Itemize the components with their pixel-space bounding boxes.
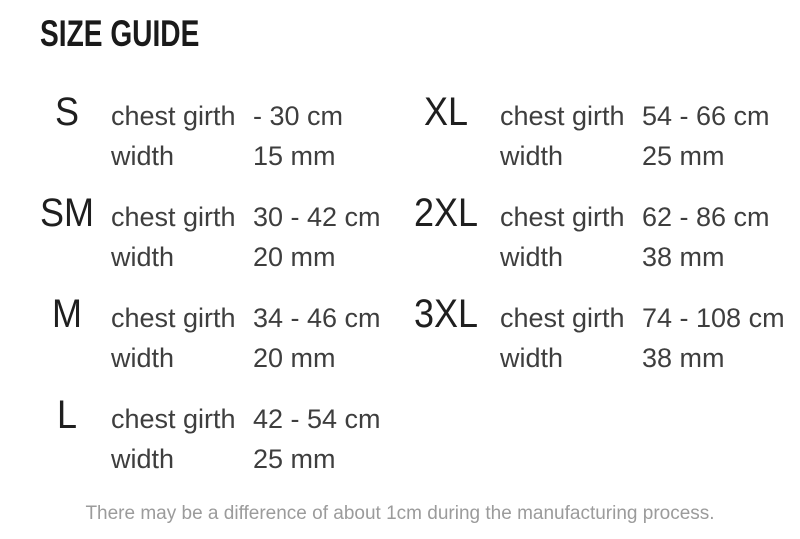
width-label: width [111, 343, 175, 373]
chest-girth-value: 30 - 42 cm [253, 202, 381, 232]
chest-girth-value: 54 - 66 cm [642, 101, 770, 131]
chest-girth-label: chest girth [111, 404, 236, 434]
size-guide-title: SIZE GUIDE [40, 13, 200, 54]
width-label: width [500, 343, 564, 373]
size-row-sm [0, 193, 400, 277]
width-value: 25 mm [642, 141, 725, 171]
size-label: L [56, 393, 78, 437]
size-column-left [0, 92, 400, 496]
footer-note: There may be a difference of about 1cm during the manufacturing process. [85, 503, 715, 524]
width-label: width [500, 141, 564, 171]
size-label: XL [423, 90, 469, 134]
size-label: S [54, 90, 80, 134]
chest-girth-value: 34 - 46 cm [253, 303, 381, 333]
chest-girth-value: 42 - 54 cm [253, 404, 381, 434]
size-table [0, 92, 800, 496]
size-label: SM [40, 191, 94, 235]
size-row-l [0, 395, 400, 479]
chest-girth-label: chest girth [111, 101, 236, 131]
width-label: width [111, 242, 175, 272]
width-label: width [111, 141, 175, 171]
chest-girth-value: - 30 cm [253, 101, 344, 131]
chest-girth-label: chest girth [500, 202, 625, 232]
width-value: 25 mm [253, 444, 336, 474]
size-label: 3XL [413, 292, 479, 336]
width-value: 15 mm [253, 141, 336, 171]
chest-girth-label: chest girth [111, 202, 236, 232]
chest-girth-value: 62 - 86 cm [642, 202, 770, 232]
width-value: 38 mm [642, 343, 725, 373]
width-label: width [500, 242, 564, 272]
size-row-2xl [400, 193, 800, 277]
width-label: width [111, 444, 175, 474]
chest-girth-label: chest girth [500, 303, 625, 333]
width-value: 38 mm [642, 242, 725, 272]
size-label: M [51, 292, 82, 336]
size-label: 2XL [413, 191, 479, 235]
chest-girth-value: 74 - 108 cm [642, 303, 785, 333]
chest-girth-label: chest girth [111, 303, 236, 333]
chest-girth-label: chest girth [500, 101, 625, 131]
width-value: 20 mm [253, 343, 336, 373]
size-row-3xl [400, 294, 800, 378]
size-row-xl [400, 92, 800, 176]
size-row-s [0, 92, 400, 176]
size-row-m [0, 294, 400, 378]
size-column-right [400, 92, 800, 496]
width-value: 20 mm [253, 242, 336, 272]
